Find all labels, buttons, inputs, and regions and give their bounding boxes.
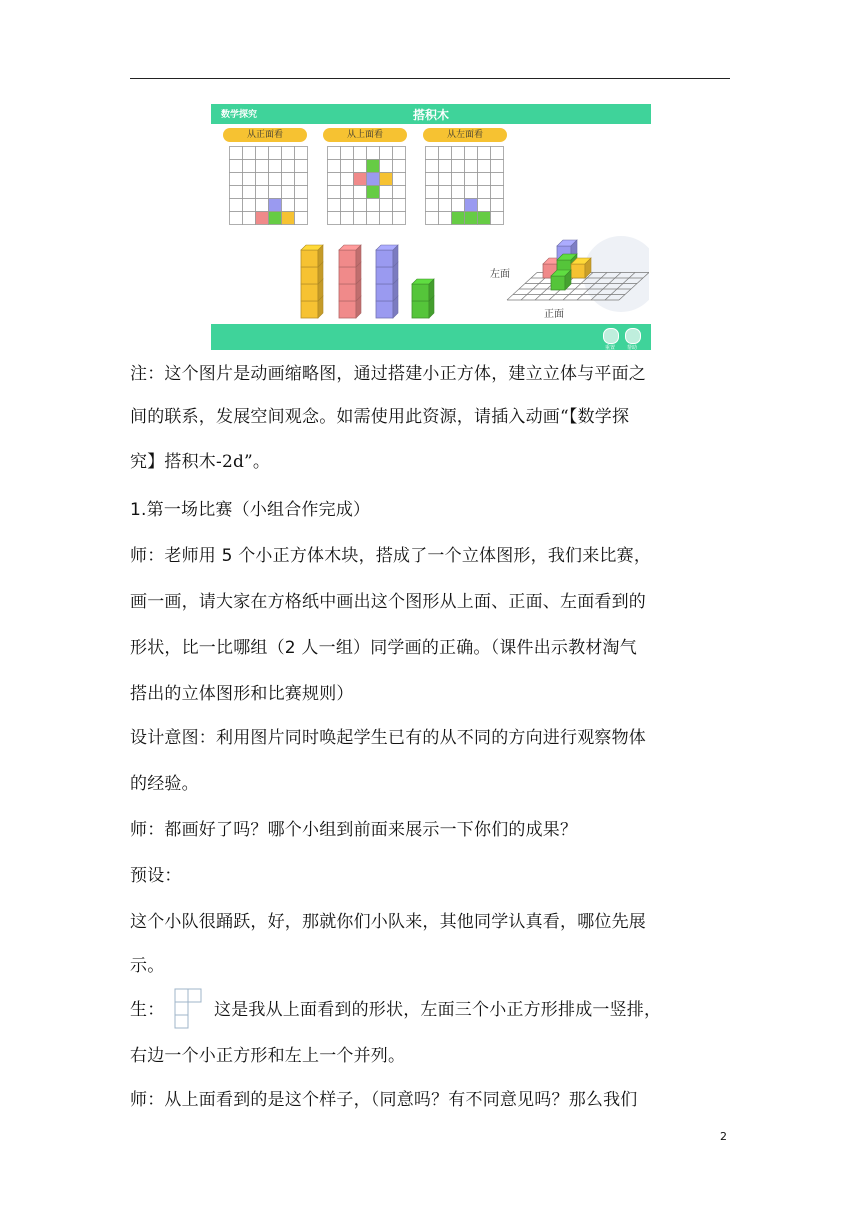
- grid-cell: [367, 147, 380, 160]
- label-left-face: 左面: [490, 269, 510, 280]
- note-line-1: 注：这个图片是动画缩略图，通过搭建小正方体，建立立体与平面之: [130, 364, 646, 384]
- grid-cell: [452, 186, 465, 199]
- student-text: 这是我从上面看到的形状，左面三个小正方形排成一竖排，: [214, 1000, 662, 1020]
- grid-cell-filled: [367, 160, 380, 173]
- grid-cell: [295, 173, 308, 186]
- tower-cube: [412, 284, 429, 301]
- design-intent-line-2: 的经验。: [130, 774, 199, 794]
- grid-left-view: [425, 146, 504, 225]
- grid-cell: [491, 186, 504, 199]
- robot-watermark: [583, 236, 649, 312]
- grid-cell: [491, 199, 504, 212]
- tower-green: [412, 279, 434, 318]
- grid-cell: [230, 199, 243, 212]
- grid-cell: [478, 173, 491, 186]
- grid-cell: [328, 186, 341, 199]
- grid-cell: [465, 147, 478, 160]
- grid-cell: [269, 160, 282, 173]
- grid-cell: [439, 186, 452, 199]
- grid-cell: [426, 147, 439, 160]
- grid-cell: [295, 199, 308, 212]
- teacher-line-1: 师：老师用 5 个小正方体木块，搭成了一个立体图形，我们来比赛，: [130, 546, 652, 566]
- grid-cell-filled: [465, 212, 478, 225]
- design-intent-line-1: 设计意图：利用图片同时唤起学生已有的从不同的方向进行观察物体: [130, 728, 646, 748]
- cube-towers: [297, 244, 437, 320]
- student-line-1: [130, 992, 730, 1029]
- grid-cell: [478, 160, 491, 173]
- section-heading: 1.第一场比赛（小组合作完成）: [130, 500, 371, 520]
- grid-cell: [341, 173, 354, 186]
- student-line-2: 右边一个小正方形和左上一个并列。: [130, 1046, 406, 1066]
- grid-cell: [426, 199, 439, 212]
- tower-purple: [376, 245, 398, 318]
- grid-cell: [439, 212, 452, 225]
- grid-cell: [282, 186, 295, 199]
- tower-cube: [339, 284, 356, 301]
- top-view-sketch: [173, 988, 203, 1032]
- animation-logo: 数学探究: [221, 110, 258, 120]
- grid-cell: [491, 173, 504, 186]
- grid-cell: [230, 160, 243, 173]
- tower-cube: [339, 267, 356, 284]
- grid-cell: [243, 160, 256, 173]
- grid-cell: [465, 186, 478, 199]
- grid-cell: [393, 160, 406, 173]
- grid-cell: [328, 199, 341, 212]
- grid-cell: [269, 147, 282, 160]
- grid-cell: [256, 199, 269, 212]
- tower-cube: [376, 284, 393, 301]
- grid-cell: [328, 147, 341, 160]
- animation-thumbnail: [211, 104, 651, 350]
- scene-cube: [551, 276, 565, 290]
- grid-cell: [282, 160, 295, 173]
- grid-cell: [452, 160, 465, 173]
- teacher-line-final: 师：从上面看到的是这个样子，（同意吗？有不同意见吗？那么我们: [130, 1090, 638, 1110]
- grid-cell: [230, 147, 243, 160]
- grid-cell-filled: [269, 199, 282, 212]
- grid-cell: [341, 212, 354, 225]
- grid-cell: [439, 173, 452, 186]
- grid-cell: [243, 199, 256, 212]
- tower-cube: [376, 301, 393, 318]
- grid-cell: [380, 147, 393, 160]
- grid-cell-filled: [452, 212, 465, 225]
- reset-label: 重置: [605, 345, 616, 351]
- grid-top-view: [327, 146, 406, 225]
- grid-cell: [439, 199, 452, 212]
- grid-cell: [341, 199, 354, 212]
- label-front-face: 正面: [544, 309, 564, 320]
- grid-cell: [328, 212, 341, 225]
- grid-cell: [465, 173, 478, 186]
- grid-cell: [354, 186, 367, 199]
- tower-pink: [339, 245, 361, 318]
- note-line-2: 间的联系，发展空间观念。如需使用此资源，请插入动画“【数学探: [130, 407, 630, 427]
- grid-cell: [282, 199, 295, 212]
- grid-cell: [426, 212, 439, 225]
- grid-cell-filled: [478, 212, 491, 225]
- grid-cell: [452, 173, 465, 186]
- grid-cell: [243, 212, 256, 225]
- grid-cell-filled: [367, 173, 380, 186]
- grid-cell: [354, 199, 367, 212]
- tower-cube: [301, 267, 318, 284]
- team-line-1: 这个小队很踊跃，好，那就你们小队来，其他同学认真看，哪位先展: [130, 912, 646, 932]
- grid-cell-filled: [282, 212, 295, 225]
- team-line-2: 示。: [130, 956, 165, 976]
- header-rule: [130, 78, 730, 79]
- tower-cube: [412, 301, 429, 318]
- grid-cell: [452, 199, 465, 212]
- animation-title: 搭积木: [412, 108, 449, 122]
- grid-cell: [243, 186, 256, 199]
- grid-cell: [341, 186, 354, 199]
- grid-cell: [367, 212, 380, 225]
- page-number: 2: [720, 1130, 727, 1143]
- grid-cell: [341, 160, 354, 173]
- grid-cell-filled: [354, 173, 367, 186]
- grid-cell: [393, 212, 406, 225]
- teacher-line-2: 画一画，请大家在方格纸中画出这个图形从上面、正面、左面看到的: [130, 592, 646, 612]
- grid-cell: [426, 160, 439, 173]
- grid-cell: [478, 186, 491, 199]
- grid-cell: [452, 147, 465, 160]
- grid-cell: [243, 173, 256, 186]
- grid-cell: [256, 160, 269, 173]
- tower-cube: [301, 284, 318, 301]
- grid-cell: [243, 147, 256, 160]
- grid-cell-filled: [367, 186, 380, 199]
- grid-cell-filled: [269, 212, 282, 225]
- grid-cell: [328, 173, 341, 186]
- grid-cell: [269, 186, 282, 199]
- teacher-line-4: 搭出的立体图形和比赛规则）: [130, 684, 354, 704]
- grid-cell: [269, 173, 282, 186]
- grid-cell: [282, 147, 295, 160]
- tower-cube: [376, 250, 393, 267]
- animation-control-bar: [211, 324, 651, 350]
- tower-yellow: [301, 245, 323, 318]
- grid-cell: [380, 160, 393, 173]
- view-tag-left[interactable]: 从左面看: [423, 128, 507, 142]
- grid-cell: [491, 160, 504, 173]
- iso-cubes: [543, 240, 591, 290]
- grid-cell: [295, 186, 308, 199]
- grid-cell: [256, 186, 269, 199]
- grid-cell: [426, 186, 439, 199]
- grid-cell: [354, 212, 367, 225]
- grid-cell: [282, 173, 295, 186]
- preset-label: 预设：: [130, 866, 182, 886]
- iso-scene: [499, 224, 649, 324]
- grid-cell-filled: [380, 173, 393, 186]
- grid-cell: [295, 160, 308, 173]
- reset-button[interactable]: [603, 328, 619, 344]
- grid-cell: [328, 160, 341, 173]
- grid-cell: [295, 212, 308, 225]
- tower-cube: [339, 250, 356, 267]
- grid-front-view: [229, 146, 308, 225]
- grid-cell: [256, 173, 269, 186]
- grid-cell: [393, 147, 406, 160]
- grid-cell: [380, 212, 393, 225]
- tower-cube: [301, 250, 318, 267]
- student-prefix: 生：: [130, 1000, 165, 1020]
- grid-cell: [380, 186, 393, 199]
- view-tag-top[interactable]: 从上面看: [323, 128, 407, 142]
- grid-cell: [230, 173, 243, 186]
- grid-cell: [426, 173, 439, 186]
- scene-cube: [571, 264, 585, 278]
- grid-cell: [393, 173, 406, 186]
- grid-cell: [491, 147, 504, 160]
- help-label: 帮助: [627, 345, 638, 351]
- view-tag-front[interactable]: 从正面看: [223, 128, 307, 142]
- grid-cell: [465, 160, 478, 173]
- grid-cell: [439, 160, 452, 173]
- grid-cell: [393, 186, 406, 199]
- tower-cube: [301, 301, 318, 318]
- note-line-3: 究】搭积木-2d”。: [130, 452, 271, 472]
- grid-cell-filled: [256, 212, 269, 225]
- grid-cell: [439, 147, 452, 160]
- teacher-question: 师：都画好了吗？哪个小组到前面来展示一下你们的成果？: [130, 820, 578, 840]
- grid-cell-filled: [465, 199, 478, 212]
- tower-cube: [376, 267, 393, 284]
- grid-cell: [256, 147, 269, 160]
- grid-cell: [478, 147, 491, 160]
- grid-cell: [230, 212, 243, 225]
- grid-cell: [491, 212, 504, 225]
- teacher-line-3: 形状，比一比哪组（2 人一组）同学画的正确。（课件出示教材淘气: [130, 638, 637, 658]
- help-button[interactable]: [625, 328, 641, 344]
- grid-cell: [478, 199, 491, 212]
- grid-cell: [367, 199, 380, 212]
- grid-cell: [354, 160, 367, 173]
- grid-cell: [393, 199, 406, 212]
- grid-cell: [354, 147, 367, 160]
- grid-cell: [230, 186, 243, 199]
- grid-cell: [295, 147, 308, 160]
- grid-cell: [341, 147, 354, 160]
- grid-cell: [380, 199, 393, 212]
- tower-cube: [339, 301, 356, 318]
